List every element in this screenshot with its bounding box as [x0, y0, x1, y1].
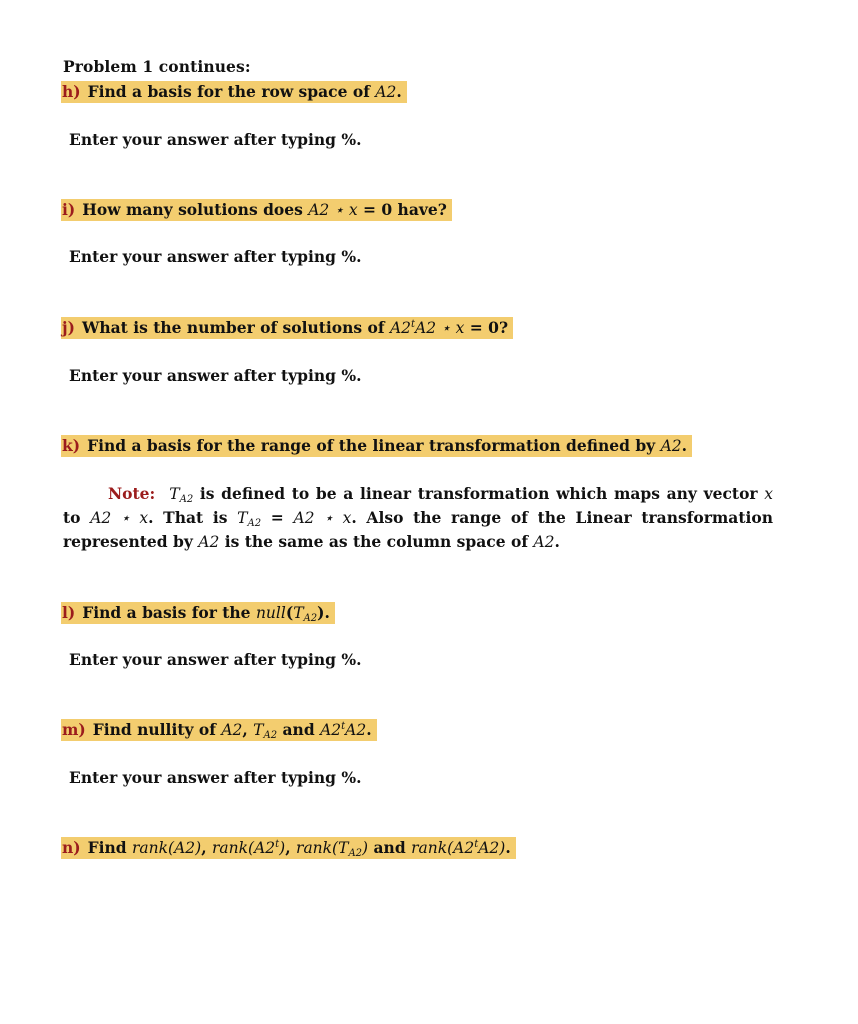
- question-n: [61, 837, 516, 859]
- note-label: Note:: [108, 484, 156, 503]
- question-text: ,: [285, 838, 297, 857]
- math-term: A2: [320, 721, 342, 739]
- question-text: .: [681, 436, 688, 455]
- math-term: A2: [375, 83, 397, 101]
- question-m: [61, 719, 377, 741]
- question-label: l): [62, 603, 76, 622]
- math-term: T: [293, 604, 304, 622]
- question-text: Find a basis for the range of the linear transformation defined by: [87, 436, 661, 455]
- question-j: [61, 317, 513, 339]
- question-text: ,: [242, 720, 254, 739]
- math-term: A2 ⋆ x: [415, 319, 465, 337]
- page-title: Problem 1 continues:: [63, 57, 251, 76]
- math-term: A2: [198, 533, 220, 551]
- math-term: ): [279, 839, 286, 857]
- note-text: is defined to be a linear transformation which maps any vector: [193, 484, 765, 503]
- question-text: and: [368, 838, 412, 857]
- math-term: x: [764, 485, 773, 503]
- math-term: null: [255, 604, 286, 622]
- math-term: rank(A2: [212, 839, 276, 857]
- question-text: .: [366, 720, 372, 739]
- transpose-sup: t: [275, 839, 280, 850]
- math-term: A2: [533, 533, 555, 551]
- math-term: A2 ⋆ x: [90, 509, 149, 527]
- math-term: A2: [389, 319, 411, 337]
- question-text: .: [396, 82, 402, 101]
- question-k: [61, 435, 692, 457]
- question-label: j): [62, 318, 75, 337]
- question-text: .: [505, 838, 511, 857]
- math-term: A2 ⋆ x: [293, 509, 352, 527]
- note-text: =: [261, 508, 294, 527]
- math-term: A2: [221, 721, 243, 739]
- note-text: .: [554, 532, 560, 551]
- answer-prompt-h: Enter your answer after typing %.: [69, 130, 362, 149]
- math-term: A2 ⋆ x: [308, 201, 358, 219]
- question-text: ).: [317, 603, 330, 622]
- transpose-sup: t: [474, 839, 479, 850]
- math-term: ): [362, 839, 369, 857]
- transpose-sup: t: [411, 319, 416, 330]
- math-term: rank(T: [296, 839, 349, 857]
- note-text: to: [63, 508, 91, 527]
- math-subscript: A2: [179, 494, 194, 505]
- math-term: rank(A2): [132, 839, 202, 857]
- math-term: A2: [345, 721, 367, 739]
- question-label: i): [62, 200, 76, 219]
- question-h: [61, 81, 407, 103]
- question-label: h): [62, 82, 81, 101]
- question-text: ,: [201, 838, 212, 857]
- math-term: A2): [478, 839, 506, 857]
- note-text: is the same as the column space of: [219, 532, 534, 551]
- question-text: Find nullity of: [92, 720, 222, 739]
- question-i: [61, 199, 452, 221]
- question-l: [61, 602, 335, 624]
- math-term: T: [237, 509, 248, 527]
- math-term: A2: [660, 437, 682, 455]
- question-label: n): [62, 838, 81, 857]
- math-subscript: A2: [263, 730, 278, 741]
- question-text: Find: [87, 838, 133, 857]
- note-text: . Also the range of the Linear transformation represented by: [63, 508, 773, 551]
- question-text: (: [285, 603, 294, 622]
- question-text: Find a basis for the: [82, 603, 256, 622]
- note-paragraph: [63, 482, 773, 554]
- note-text: . That is: [148, 508, 238, 527]
- math-subscript: A2: [247, 518, 262, 529]
- question-label: k): [62, 436, 81, 455]
- question-text: and: [277, 720, 321, 739]
- question-text: What is the number of solutions of: [81, 318, 390, 337]
- question-text: How many solutions does: [82, 200, 309, 219]
- answer-prompt-i: Enter your answer after typing %.: [69, 247, 362, 266]
- transpose-sup: t: [341, 721, 346, 732]
- math-term: rank(A2: [411, 839, 475, 857]
- answer-prompt-m: Enter your answer after typing %.: [69, 768, 362, 787]
- math-subscript: A2: [303, 613, 318, 624]
- answer-prompt-l: Enter your answer after typing %.: [69, 650, 362, 669]
- question-text: Find a basis for the row space of: [87, 82, 376, 101]
- math-term: T: [169, 485, 180, 503]
- math-subscript: A2: [348, 848, 363, 859]
- math-term: T: [253, 721, 264, 739]
- answer-prompt-j: Enter your answer after typing %.: [69, 366, 362, 385]
- question-label: m): [62, 720, 86, 739]
- question-text: = 0 have?: [357, 200, 447, 219]
- question-text: = 0?: [464, 318, 509, 337]
